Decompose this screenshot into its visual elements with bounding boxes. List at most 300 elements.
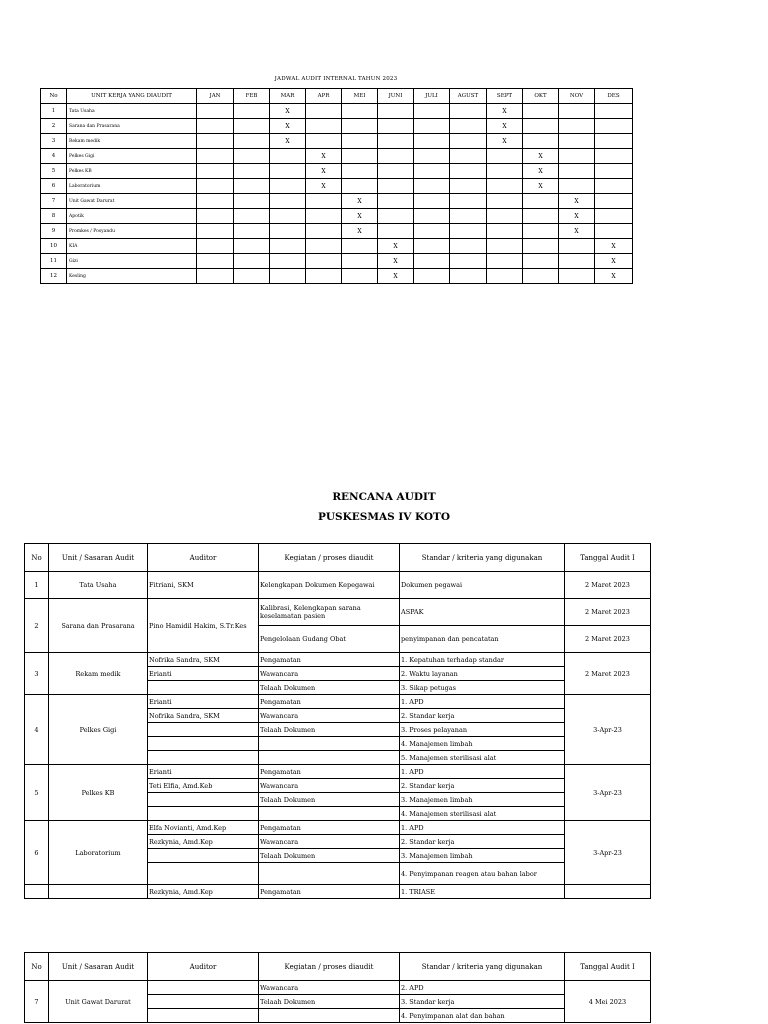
schedule-cell-empty (595, 179, 633, 194)
plan-cell-auditor: Teti Elfia, Amd.Keb (148, 779, 259, 793)
plan-row (25, 599, 651, 626)
schedule-cell-mark: X (595, 239, 633, 254)
schedule-cell-empty (378, 134, 414, 149)
schedule-cell-empty (234, 104, 270, 119)
plan-cell-auditor (148, 723, 259, 737)
schedule-cell-empty (378, 209, 414, 224)
plan-cell-standard: 2. Standar kerja (400, 709, 565, 723)
plan-cell-standard: 2. Waktu layanan (400, 667, 565, 681)
schedule-cell-empty (197, 134, 234, 149)
schedule-cell-empty (559, 134, 595, 149)
schedule-cell-empty (197, 224, 234, 239)
schedule-cell-no: 8 (41, 209, 67, 224)
schedule-cell-empty (306, 239, 342, 254)
schedule-cell-no: 10 (41, 239, 67, 254)
schedule-cell-unit: Gizi (67, 254, 197, 269)
schedule-row (41, 194, 633, 209)
plan-cell-auditor (148, 995, 259, 1009)
schedule-cell-no: 6 (41, 179, 67, 194)
plan-cell-no: 7 (25, 981, 49, 1023)
schedule-cell-empty (342, 254, 378, 269)
schedule-cell-empty (270, 239, 306, 254)
plan-cell-activity: Telaah Dokumen (259, 995, 400, 1009)
schedule-header-cell: JUNI (378, 89, 414, 104)
schedule-cell-empty (595, 149, 633, 164)
schedule-cell-empty (378, 179, 414, 194)
plan-header-unit: Unit / Sasaran Audit (49, 544, 148, 572)
plan-cell-activity: Wawancara (259, 779, 400, 793)
plan-cell-auditor: Erianti (148, 695, 259, 709)
plan-cell-unit: Pelkes KB (49, 765, 148, 821)
schedule-cell-empty (342, 179, 378, 194)
plan-cell-activity: Pengamatan (259, 885, 400, 899)
schedule-cell-empty (197, 254, 234, 269)
schedule-cell-empty (487, 254, 523, 269)
plan-cell-standard: Dokumen pegawai (400, 572, 565, 599)
schedule-header-cell: SEPT (487, 89, 523, 104)
plan-header-row (25, 953, 651, 981)
schedule-cell-empty (197, 269, 234, 284)
plan-cell-standard: 4. Penyimpanan reagen atau bahan labor (400, 863, 565, 885)
plan-cell-activity (259, 863, 400, 885)
plan-cell-auditor (148, 863, 259, 885)
plan-cell-activity (259, 737, 400, 751)
plan-cell-activity: Telaah Dokumen (259, 849, 400, 863)
schedule-cell-empty (559, 269, 595, 284)
plan-cell-standard: 1. Kepatuhan terhadap standar (400, 653, 565, 667)
schedule-cell-empty (234, 134, 270, 149)
schedule-cell-empty (595, 134, 633, 149)
plan-cell-unit: Laboratorium (49, 821, 148, 885)
schedule-cell-empty (450, 194, 487, 209)
schedule-cell-empty (487, 209, 523, 224)
schedule-cell-empty (414, 149, 450, 164)
schedule-cell-empty (270, 179, 306, 194)
schedule-body (41, 104, 633, 284)
plan-subtitle: PUSKESMAS IV KOTO (317, 511, 451, 523)
schedule-cell-empty (270, 269, 306, 284)
plan-cell-standard: 3. Manajemen limbah (400, 849, 565, 863)
schedule-row (41, 209, 633, 224)
plan-header-unit: Unit / Sasaran Audit (49, 953, 148, 981)
schedule-cell-empty (450, 224, 487, 239)
schedule-cell-empty (342, 134, 378, 149)
plan-table-page-2 (24, 952, 664, 1024)
schedule-row (41, 224, 633, 239)
schedule-cell-empty (234, 254, 270, 269)
schedule-cell-empty (414, 179, 450, 194)
plan-cell-date: 3-Apr-23 (565, 821, 651, 885)
schedule-cell-empty (342, 149, 378, 164)
plan-cell-activity: Pengamatan (259, 765, 400, 779)
plan-cell-standard: 4. Manajemen sterilisasi alat (400, 807, 565, 821)
plan-cell-standard: 2. Standar kerja (400, 835, 565, 849)
schedule-header-cell: MEI (342, 89, 378, 104)
plan-cell-standard: 4. Manajemen limbah (400, 737, 565, 751)
plan-cell-activity: Kelengkapan Dokumen Kepegawai (259, 572, 400, 599)
schedule-table (40, 88, 633, 284)
schedule-cell-empty (595, 164, 633, 179)
schedule-cell-empty (559, 254, 595, 269)
plan-header-date: Tanggal Audit I (565, 544, 651, 572)
schedule-cell-empty (306, 134, 342, 149)
schedule-cell-mark: X (487, 104, 523, 119)
plan-row (25, 695, 651, 709)
schedule-cell-mark: X (306, 179, 342, 194)
schedule-cell-empty (487, 239, 523, 254)
schedule-header-cell: APR (306, 89, 342, 104)
schedule-cell-empty (306, 224, 342, 239)
schedule-cell-mark: X (378, 254, 414, 269)
schedule-header-cell: OKT (523, 89, 559, 104)
schedule-cell-empty (234, 194, 270, 209)
plan-cell-unit (49, 885, 148, 899)
schedule-cell-empty (595, 224, 633, 239)
schedule-cell-empty (197, 194, 234, 209)
plan-cell-date: 3-Apr-23 (565, 765, 651, 821)
schedule-cell-empty (197, 119, 234, 134)
schedule-cell-empty (523, 104, 559, 119)
plan-header-standard: Standar / kriteria yang digunakan (400, 953, 565, 981)
plan-cell-unit: Tata Usaha (49, 572, 148, 599)
schedule-cell-empty (234, 164, 270, 179)
schedule-cell-empty (523, 254, 559, 269)
schedule-cell-empty (414, 164, 450, 179)
plan-table-page-1 (24, 543, 664, 911)
plan-cell-standard: penyimpanan dan pencatatan (400, 626, 565, 653)
schedule-cell-empty (450, 119, 487, 134)
plan-cell-no: 3 (25, 653, 49, 695)
schedule-cell-no: 1 (41, 104, 67, 119)
plan-header-auditor: Auditor (148, 953, 259, 981)
plan-cell-standard: 3. Sikap petugas (400, 681, 565, 695)
schedule-cell-empty (487, 149, 523, 164)
plan-cell-standard: 2. Standar kerja (400, 779, 565, 793)
schedule-cell-empty (378, 149, 414, 164)
schedule-cell-empty (559, 239, 595, 254)
schedule-header-cell: NOV (559, 89, 595, 104)
plan-cell-auditor (148, 849, 259, 863)
plan-cell-date: 3-Apr-23 (565, 695, 651, 765)
plan-cell-activity: Wawancara (259, 981, 400, 995)
schedule-cell-empty (197, 179, 234, 194)
schedule-header-cell: JULI (414, 89, 450, 104)
schedule-cell-mark: X (595, 254, 633, 269)
schedule-cell-mark: X (270, 104, 306, 119)
schedule-cell-empty (487, 269, 523, 284)
schedule-cell-empty (270, 164, 306, 179)
schedule-cell-unit: Tata Usaha (67, 104, 197, 119)
schedule-cell-mark: X (306, 149, 342, 164)
schedule-cell-unit: Unit Gawat Darurat (67, 194, 197, 209)
schedule-cell-empty (306, 254, 342, 269)
plan-row (25, 821, 651, 835)
schedule-cell-empty (342, 269, 378, 284)
plan-header-activity: Kegiatan / proses diaudit (259, 953, 400, 981)
schedule-cell-empty (234, 179, 270, 194)
schedule-cell-unit: KIA (67, 239, 197, 254)
schedule-cell-empty (306, 104, 342, 119)
schedule-cell-mark: X (487, 134, 523, 149)
schedule-cell-empty (414, 239, 450, 254)
schedule-cell-mark: X (487, 119, 523, 134)
plan-cell-activity: Telaah Dokumen (259, 681, 400, 695)
plan-header-activity: Kegiatan / proses diaudit (259, 544, 400, 572)
schedule-cell-empty (595, 194, 633, 209)
plan-header-no: No (25, 544, 49, 572)
plan-table-continued (24, 952, 651, 1023)
plan-cell-standard: 3. Manajemen limbah (400, 793, 565, 807)
schedule-cell-unit: Sarana dan Prasarana (67, 119, 197, 134)
schedule-header-row (41, 89, 633, 104)
plan-cell-activity: Wawancara (259, 709, 400, 723)
plan-cell-activity: Wawancara (259, 667, 400, 681)
plan-cell-unit: Unit Gawat Darurat (49, 981, 148, 1023)
schedule-cell-no: 7 (41, 194, 67, 209)
plan-cell-auditor: Erianti (148, 667, 259, 681)
schedule-cell-unit: Laboratorium (67, 179, 197, 194)
schedule-cell-empty (414, 119, 450, 134)
plan-cell-auditor (148, 751, 259, 765)
schedule-cell-no: 2 (41, 119, 67, 134)
schedule-cell-mark: X (378, 269, 414, 284)
plan-cell-auditor (148, 807, 259, 821)
plan-cell-activity (259, 751, 400, 765)
schedule-cell-mark: X (523, 149, 559, 164)
plan-cell-activity: Pengamatan (259, 653, 400, 667)
plan-cell-no: 1 (25, 572, 49, 599)
plan-cell-date: 4 Mei 2023 (565, 981, 651, 1023)
schedule-row (41, 269, 633, 284)
plan-cell-activity: Pengamatan (259, 821, 400, 835)
schedule-cell-empty (234, 239, 270, 254)
plan-cell-standard: 3. Proses pelayanan (400, 723, 565, 737)
plan-cell-activity: Pengamatan (259, 695, 400, 709)
schedule-cell-empty (559, 179, 595, 194)
schedule-cell-empty (270, 254, 306, 269)
schedule-header-cell: JAN (197, 89, 234, 104)
plan-header-auditor: Auditor (148, 544, 259, 572)
schedule-cell-mark: X (306, 164, 342, 179)
plan-cell-standard: 1. APD (400, 765, 565, 779)
plan-table (24, 543, 651, 899)
plan-cell-auditor: Pino Hamidil Hakim, S.Tr.Kes (148, 599, 259, 653)
schedule-cell-empty (306, 269, 342, 284)
schedule-cell-empty (595, 119, 633, 134)
schedule-cell-empty (523, 269, 559, 284)
schedule-cell-empty (414, 224, 450, 239)
schedule-cell-empty (342, 119, 378, 134)
schedule-cell-no: 4 (41, 149, 67, 164)
schedule-title: JADWAL AUDIT INTERNAL TAHUN 2023 (274, 76, 398, 82)
schedule-row (41, 134, 633, 149)
plan-cell-date: 2 Maret 2023 (565, 626, 651, 653)
schedule-cell-empty (270, 224, 306, 239)
schedule-cell-empty (378, 194, 414, 209)
schedule-cell-empty (559, 149, 595, 164)
schedule-cell-unit: Kesling (67, 269, 197, 284)
schedule-cell-no: 9 (41, 224, 67, 239)
schedule-cell-no: 5 (41, 164, 67, 179)
schedule-cell-empty (234, 119, 270, 134)
schedule-header-cell: FEB (234, 89, 270, 104)
plan-row (25, 885, 651, 899)
schedule-row (41, 104, 633, 119)
schedule-cell-empty (414, 269, 450, 284)
schedule-cell-empty (450, 104, 487, 119)
schedule-cell-mark: X (270, 134, 306, 149)
plan-title: RENCANA AUDIT (332, 491, 436, 503)
schedule-cell-empty (487, 224, 523, 239)
plan-cell-auditor: Rezkynia, Amd.Kep (148, 885, 259, 899)
schedule-cell-empty (523, 194, 559, 209)
schedule-header-cell: UNIT KERJA YANG DIAUDIT (67, 89, 197, 104)
schedule-cell-mark: X (342, 209, 378, 224)
schedule-cell-empty (523, 209, 559, 224)
schedule-cell-unit: Pelkes KB (67, 164, 197, 179)
schedule-cell-empty (450, 164, 487, 179)
plan-cell-activity: Kalibrasi, Kelengkapan sarana keselamatan pasien (259, 599, 400, 626)
plan-cell-no: 4 (25, 695, 49, 765)
plan-cell-auditor: Nofrika Sandra, SKM (148, 709, 259, 723)
schedule-cell-empty (378, 119, 414, 134)
schedule-cell-mark: X (523, 164, 559, 179)
plan-cell-auditor (148, 793, 259, 807)
schedule-row (41, 149, 633, 164)
schedule-cell-empty (270, 194, 306, 209)
schedule-cell-empty (559, 164, 595, 179)
schedule-cell-mark: X (270, 119, 306, 134)
plan-cell-unit: Pelkes Gigi (49, 695, 148, 765)
schedule-cell-empty (197, 209, 234, 224)
plan-cell-date: 2 Maret 2023 (565, 653, 651, 695)
schedule-cell-empty (197, 149, 234, 164)
schedule-cell-empty (414, 209, 450, 224)
plan-cell-auditor: Fitriani, SKM (148, 572, 259, 599)
schedule-cell-empty (450, 149, 487, 164)
schedule-cell-empty (306, 209, 342, 224)
plan-cell-no (25, 885, 49, 899)
plan-cell-standard: 2. APD (400, 981, 565, 995)
plan-row (25, 765, 651, 779)
plan-cell-auditor: Rezkynia, Amd.Kep (148, 835, 259, 849)
schedule-cell-unit: Rekam medik (67, 134, 197, 149)
plan-header-no: No (25, 953, 49, 981)
plan-cell-auditor (148, 1009, 259, 1023)
schedule-cell-empty (378, 164, 414, 179)
schedule-cell-empty (450, 269, 487, 284)
schedule-cell-empty (197, 164, 234, 179)
plan-cell-activity (259, 807, 400, 821)
plan-header-row (25, 544, 651, 572)
plan-cell-activity: Telaah Dokumen (259, 723, 400, 737)
plan-cell-auditor: Erianti (148, 765, 259, 779)
schedule-cell-empty (270, 149, 306, 164)
schedule-row (41, 179, 633, 194)
plan-row (25, 653, 651, 667)
plan-cell-standard: 1. TRIASE (400, 885, 565, 899)
schedule-cell-empty (234, 149, 270, 164)
plan-cell-auditor: Elfa Novianti, Amd.Kep (148, 821, 259, 835)
schedule-cell-empty (414, 254, 450, 269)
schedule-cell-empty (270, 209, 306, 224)
plan-cell-auditor (148, 981, 259, 995)
plan-cell-standard: 1. APD (400, 821, 565, 835)
schedule-header-cell: DES (595, 89, 633, 104)
schedule-cell-mark: X (559, 209, 595, 224)
schedule-cell-empty (378, 104, 414, 119)
schedule-cell-empty (523, 134, 559, 149)
plan-cell-no: 2 (25, 599, 49, 653)
schedule-cell-no: 12 (41, 269, 67, 284)
schedule-cell-empty (487, 194, 523, 209)
schedule-cell-empty (234, 269, 270, 284)
plan-header-date: Tanggal Audit I (565, 953, 651, 981)
schedule-cell-empty (197, 104, 234, 119)
schedule-row (41, 119, 633, 134)
plan-cell-auditor: Nofrika Sandra, SKM (148, 653, 259, 667)
schedule-cell-empty (523, 224, 559, 239)
schedule-cell-empty (197, 239, 234, 254)
schedule-cell-mark: X (342, 194, 378, 209)
schedule-cell-empty (595, 104, 633, 119)
schedule-cell-empty (414, 194, 450, 209)
schedule-cell-no: 3 (41, 134, 67, 149)
plan-cell-date: 2 Maret 2023 (565, 572, 651, 599)
plan-cell-activity (259, 1009, 400, 1023)
plan-cell-activity: Telaah Dokumen (259, 793, 400, 807)
schedule-cell-empty (306, 194, 342, 209)
schedule-cell-empty (559, 104, 595, 119)
plan-cell-activity: Pengelolaan Gudang Obat (259, 626, 400, 653)
schedule-row (41, 239, 633, 254)
schedule-cell-empty (559, 119, 595, 134)
plan-cell-unit: Sarana dan Prasarana (49, 599, 148, 653)
schedule-cell-unit: Pelkes Gigi (67, 149, 197, 164)
plan-row (25, 572, 651, 599)
plan-cell-date (565, 885, 651, 899)
schedule-cell-empty (342, 164, 378, 179)
schedule-cell-mark: X (378, 239, 414, 254)
plan-cell-standard: 3. Standar kerja (400, 995, 565, 1009)
plan-cell-auditor (148, 681, 259, 695)
schedule-cell-mark: X (559, 194, 595, 209)
schedule-cell-empty (450, 179, 487, 194)
schedule-cell-empty (378, 224, 414, 239)
plan-row (25, 981, 651, 995)
schedule-cell-empty (487, 164, 523, 179)
schedule-cell-empty (234, 224, 270, 239)
schedule-row (41, 164, 633, 179)
schedule-header-cell: MAR (270, 89, 306, 104)
schedule-cell-empty (487, 179, 523, 194)
schedule-cell-empty (342, 104, 378, 119)
plan-header-standard: Standar / kriteria yang digunakan (400, 544, 565, 572)
plan-cell-standard: ASPAK (400, 599, 565, 626)
schedule-cell-empty (523, 119, 559, 134)
schedule-cell-empty (414, 104, 450, 119)
schedule-cell-unit: Promkes / Posyandu (67, 224, 197, 239)
schedule-cell-mark: X (559, 224, 595, 239)
plan-cell-date: 2 Maret 2023 (565, 599, 651, 626)
plan-cell-activity: Wawancara (259, 835, 400, 849)
plan-cell-standard: 4. Penyimpanan alat dan bahan (400, 1009, 565, 1023)
schedule-cell-unit: Apotik (67, 209, 197, 224)
plan-cell-standard: 1. APD (400, 695, 565, 709)
schedule-cell-empty (306, 119, 342, 134)
plan-cell-unit: Rekam medik (49, 653, 148, 695)
schedule-header-cell: AGUST (450, 89, 487, 104)
